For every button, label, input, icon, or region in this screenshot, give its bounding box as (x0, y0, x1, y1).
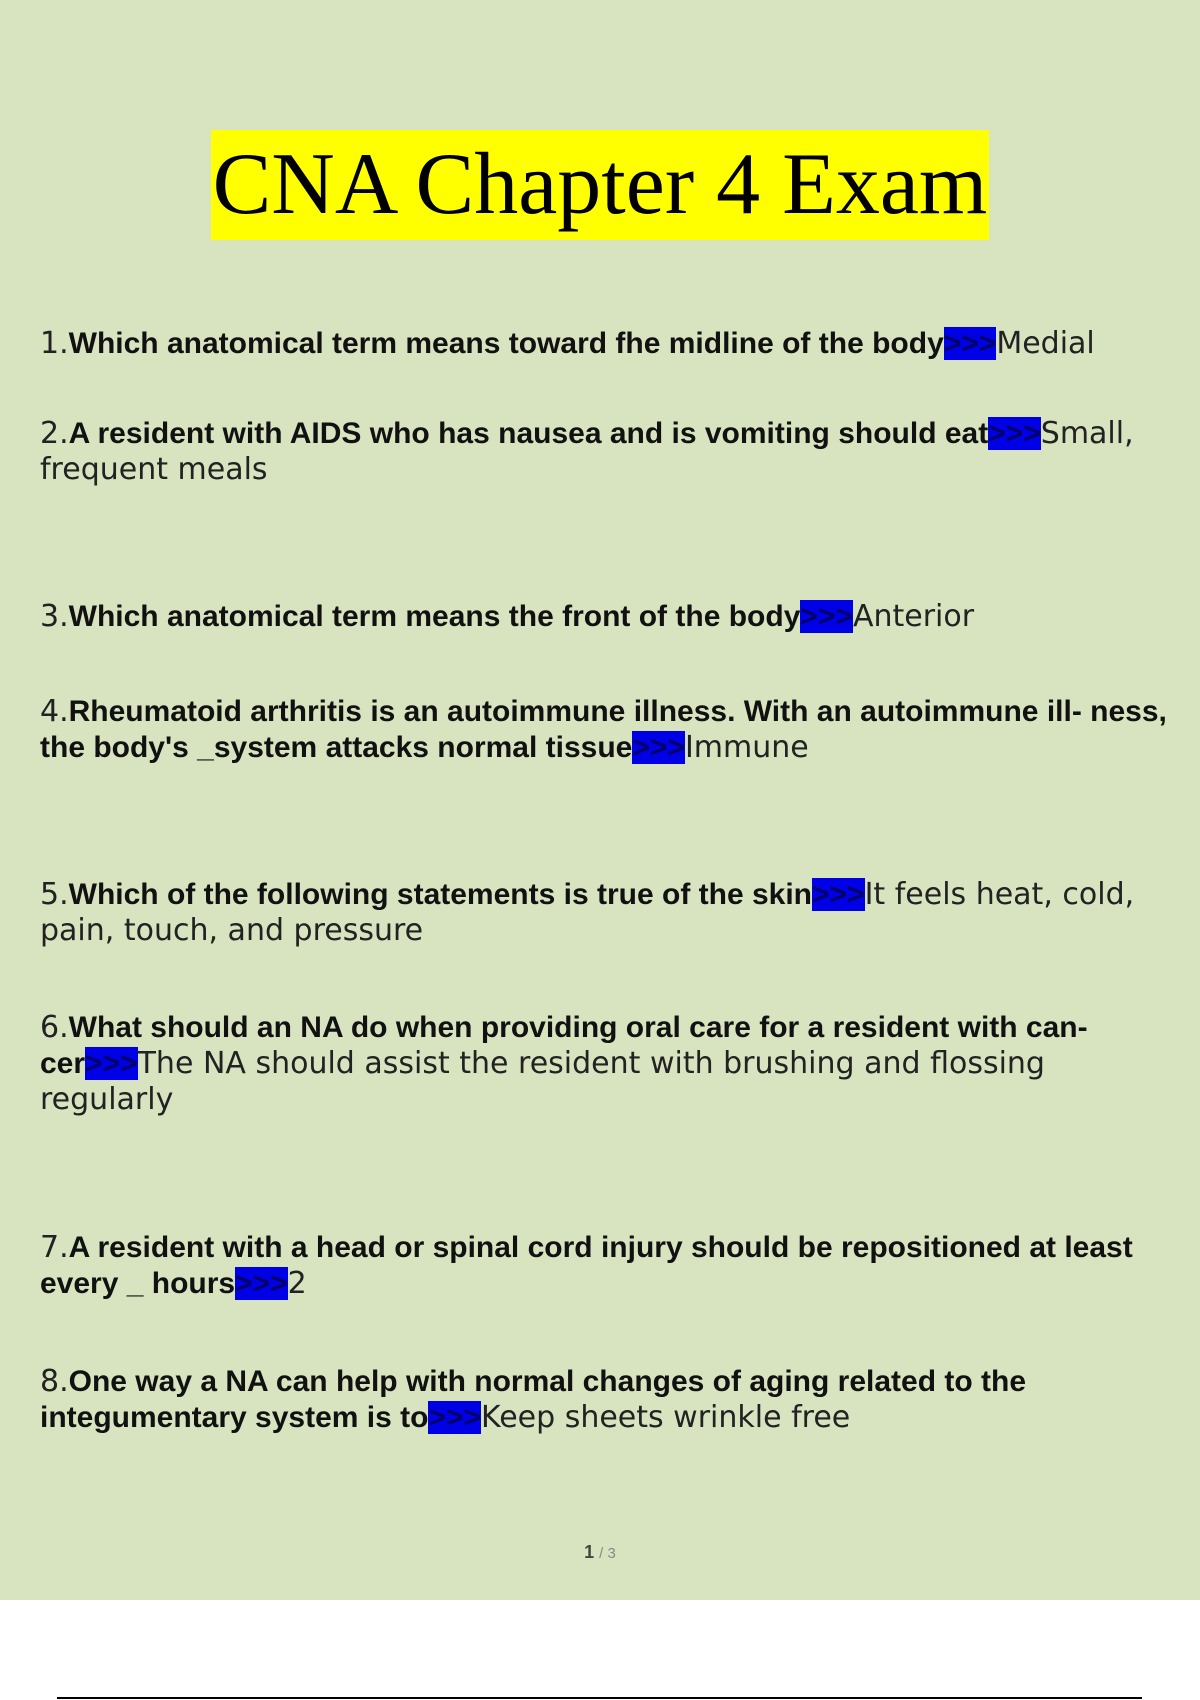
question-item-4 (40, 694, 1180, 766)
answer-text: Keep sheets wrinkle free (481, 1400, 851, 1435)
answer-marker: >>> (800, 600, 853, 633)
question-item-6 (40, 1010, 1180, 1118)
page-number (0, 1542, 1200, 1563)
question-number: 3. (40, 599, 69, 634)
question-item-3 (40, 599, 1180, 635)
question-number: 4. (40, 694, 69, 729)
answer-marker: >>> (428, 1401, 482, 1434)
question-text: A resident with a head or spinal cord injury should be repositioned at least every _ hours (40, 1231, 1133, 1300)
answer-text: It feels heat, cold, pain, touch, and pressure (40, 877, 1135, 948)
question-number: 1. (40, 326, 69, 361)
question-text: One way a NA can help with normal changes of aging related to the integumentary system is to (40, 1365, 1027, 1434)
answer-marker: >>> (988, 417, 1041, 450)
answer-text: Anterior (852, 599, 975, 634)
question-text: Which anatomical term means the front of the body (68, 600, 801, 633)
question-text: Which of the following statements is true of the skin (68, 878, 813, 911)
divider-line (57, 1697, 1142, 1699)
answer-text: 2 (287, 1266, 307, 1301)
question-number: 7. (40, 1230, 69, 1265)
answer-text: The NA should assist the resident with brushing and flossing regularly (40, 1046, 1045, 1117)
question-number: 5. (40, 877, 69, 912)
question-item-2 (40, 416, 1180, 488)
page-title: CNA Chapter 4 Exam (211, 130, 990, 240)
question-text: A resident with AIDS who has nausea and is vomiting should eat (68, 417, 989, 450)
answer-marker: >>> (235, 1267, 288, 1300)
question-number: 6. (40, 1010, 69, 1045)
question-item-8 (40, 1364, 1180, 1436)
question-number: 8. (40, 1364, 69, 1399)
title-container (0, 130, 1200, 240)
question-item-5 (40, 877, 1180, 949)
question-text: Rheumatoid arthritis is an autoimmune illness. With an autoimmune ill- ness, the body's _system attacks normal tissue (40, 695, 1167, 764)
answer-marker: >>> (85, 1047, 138, 1080)
answer-marker: >>> (632, 731, 685, 764)
question-item-1 (40, 326, 1180, 362)
question-item-7 (40, 1230, 1180, 1302)
answer-marker: >>> (812, 878, 865, 911)
total-pages: / 3 (599, 1545, 616, 1562)
question-text: What should an NA do when providing oral care for a resident with can- cer (40, 1011, 1088, 1080)
answer-text: Immune (684, 730, 809, 765)
answer-text: Medial (996, 326, 1095, 361)
question-number: 2. (40, 416, 69, 451)
answer-text: Small, frequent meals (40, 416, 1134, 487)
answer-marker: >>> (943, 327, 997, 360)
current-page: 1 (584, 1542, 595, 1562)
question-text: Which anatomical term means toward fhe midline of the body (68, 327, 944, 360)
